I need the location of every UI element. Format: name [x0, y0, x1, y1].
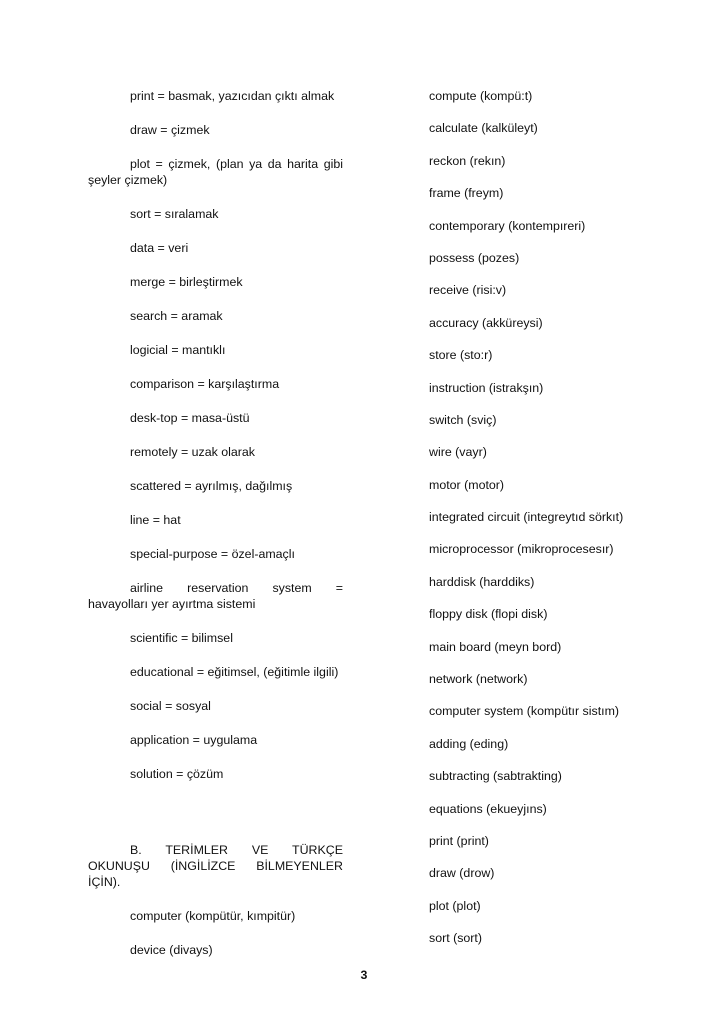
glossary-entry: merge = birleştirmek [130, 275, 243, 289]
term-entry: network (network) [429, 672, 528, 687]
term-entry: contemporary (kontempıreri) [429, 218, 586, 233]
term-entry: plot (plot) [429, 898, 481, 913]
term-entry: microprocessor (mikroprocesesır) [429, 542, 614, 557]
term-entry: floppy disk (flopi disk) [429, 607, 548, 622]
left-column [88, 88, 343, 976]
term-entry: computer system (kompütır sistım) [429, 704, 620, 719]
term-entry: possess (pozes) [429, 250, 520, 265]
glossary-entry: remotely = uzak olarak [130, 445, 255, 459]
glossary-entry: search = aramak [130, 309, 223, 323]
term-entry: draw (drow) [429, 866, 495, 881]
glossary-entry: data = veri [130, 241, 189, 255]
term-entry: instruction (istrakşın) [429, 380, 544, 395]
glossary-entry: plot = çizmek, (plan ya da harita gibi şeyler çizmek) [88, 157, 343, 187]
term-entry: switch (sviç) [429, 412, 497, 427]
glossary-entry: line = hat [130, 513, 181, 527]
glossary-entry: sort = sıralamak [130, 207, 219, 221]
term-entry: calculate (kalküleyt) [429, 121, 538, 136]
glossary-entry: print = basmak, yazıcıdan çıktı almak [130, 89, 335, 103]
term-entry: main board (meyn bord) [429, 639, 562, 654]
glossary-entry: scattered = ayrılmış, dağılmış [130, 479, 293, 493]
glossary-entry: application = uygulama [130, 733, 258, 747]
glossary-entry: social = sosyal [130, 699, 211, 713]
glossary-entry: comparison = karşılaştırma [130, 377, 280, 391]
glossary-entry: draw = çizmek [130, 123, 210, 137]
term-entry: subtracting (sabtrakting) [429, 769, 562, 784]
section-heading: B. TERİMLER VE TÜRKÇE OKUNUŞU (İNGİLİZCE BİLMEYENLER İÇİN). [88, 843, 343, 889]
term-entry: print (print) [429, 833, 489, 848]
term-entry: compute (kompü:t) [429, 89, 533, 103]
glossary-entry: special-purpose = özel-amaçlı [130, 547, 295, 561]
term-entry: sort (sort) [429, 931, 483, 946]
term-entry: store (sto:r) [429, 348, 493, 363]
glossary-entry: logicial = mantıklı [130, 343, 226, 357]
term-entry: adding (eding) [429, 736, 509, 751]
term-entry: motor (motor) [429, 477, 505, 492]
glossary-entry: device (divays) [130, 943, 213, 957]
glossary-entry: scientific = bilimsel [130, 631, 233, 645]
glossary-entry: educational = eğitimsel, (eğitimle ilgili) [130, 665, 339, 679]
term-entry: reckon (rekın) [429, 153, 506, 168]
glossary-entry: desk-top = masa-üstü [130, 411, 250, 425]
term-entry: accuracy (akküreysi) [429, 315, 543, 330]
term-entry: frame (freym) [429, 186, 504, 201]
term-entry: wire (vayr) [429, 445, 487, 460]
right-column [429, 88, 709, 963]
page-number: 3 [360, 968, 368, 982]
term-entry: equations (ekueyjıns) [429, 801, 547, 816]
glossary-entry: computer (kompütür, kımpitür) [130, 909, 296, 923]
glossary-entry: airline reservation system = havayolları yer ayırtma sistemi [88, 581, 343, 611]
term-entry: harddisk (harddiks) [429, 574, 535, 589]
glossary-entry: solution = çözüm [130, 767, 224, 781]
term-entry: integrated circuit (integreytıd sörkıt) [429, 510, 624, 525]
term-entry: receive (risi:v) [429, 283, 507, 298]
